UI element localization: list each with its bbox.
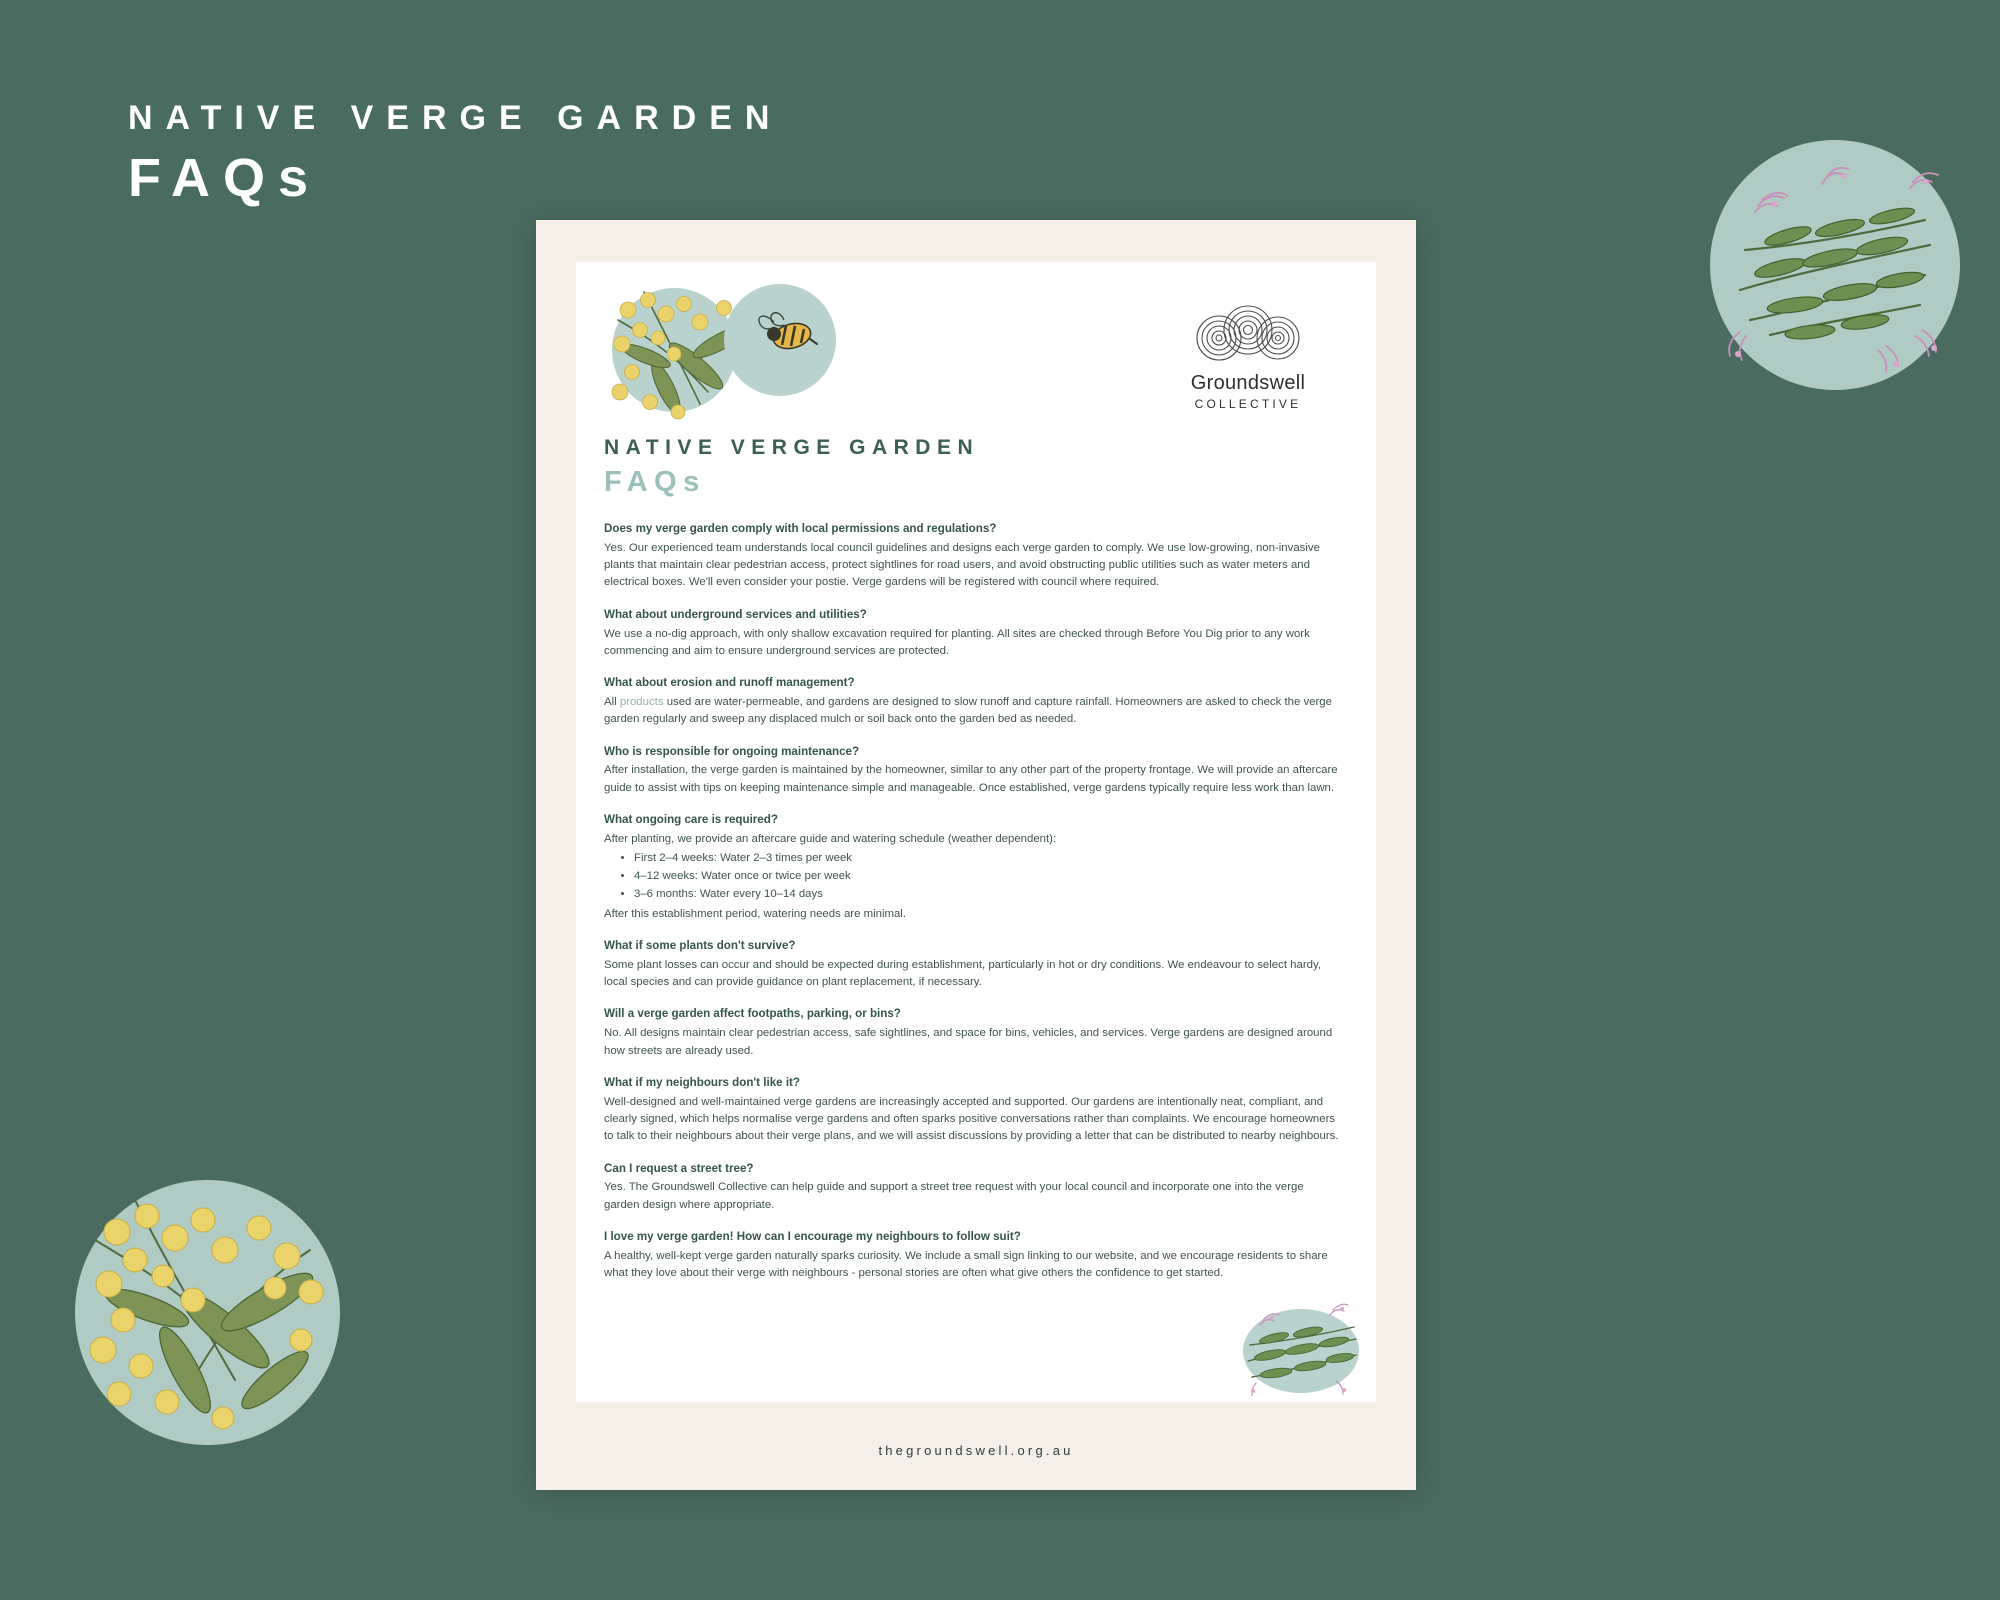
faq-item <box>604 607 1340 660</box>
document-title-line2: FAQs <box>604 466 706 498</box>
faq-answer: A healthy, well-kept verge garden naturally sparks curiosity. We include a small sign linking to our website, and we encourage residents to share what they love about their verge with neighbours - personal stories are often what give others the confidence to get started. <box>604 1249 1328 1280</box>
faq-answer-pre: All <box>604 696 620 709</box>
faq-answer: Well-designed and well-maintained verge gardens are increasingly accepted and supported. Our gardens are intentionally neat, compliant, and clearly signed, which helps normalise verge gardens and often sparks positive conversations rather than complaints. We encourage homeowners to talk to their neighbours about their verge plans, and we will assist discussions by providing a letter that can be distributed to nearby neighbours. <box>604 1095 1339 1143</box>
faq-question: What if my neighbours don't like it? <box>604 1075 800 1089</box>
groundswell-rings-logo-icon <box>1183 304 1313 366</box>
faq-answer: After planting, we provide an aftercare guide and watering schedule (weather dependent): <box>604 832 1057 845</box>
document-page <box>576 262 1376 1402</box>
page-header-art <box>576 262 1376 422</box>
faq-item <box>604 744 1340 797</box>
faq-item <box>604 675 1340 728</box>
faq-list <box>576 499 1376 1283</box>
poster-title <box>128 100 782 209</box>
faq-item <box>604 1229 1340 1282</box>
document-title-block <box>576 422 1376 499</box>
faq-question: What about underground services and utilities? <box>604 607 867 621</box>
document-sheet <box>536 220 1416 1490</box>
faq-question: Will a verge garden affect footpaths, parking, or bins? <box>604 1007 901 1021</box>
bee-icon <box>754 310 820 358</box>
faq-answer: We use a no-dig approach, with only shallow excavation required for planting. All sites are checked through Before You Dig prior to any work commencing and aim to ensure underground services are protected. <box>604 627 1310 657</box>
list-item: • 4–12 weeks: Water once or twice per week <box>634 868 1340 886</box>
grevillea-icon <box>1710 140 1960 390</box>
faq-answer: No. All designs maintain clear pedestrian access, safe sightlines, and space for bins, vehicles, and services. Verge gardens are designed around how streets are already used. <box>604 1027 1333 1057</box>
faq-item <box>604 1075 1340 1146</box>
products-link[interactable]: products <box>619 696 664 709</box>
faq-item <box>604 521 1340 592</box>
faq-answer: Yes. The Groundswell Collective can help guide and support a street tree request with your local council and incorporate one into the verge garden design where appropriate. <box>604 1181 1304 1211</box>
logo-subtitle: COLLECTIVE <box>1194 397 1302 411</box>
list-item: • 3–6 months: Water every 10–14 days <box>634 886 1340 904</box>
faq-answer <box>604 694 1340 729</box>
faq-answer-post: used are water-permeable, and gardens are designed to slow runoff and capture rainfall. Homeowners are asked to check the verge garden regularly and sweep any displaced mulch or soil back onto the garden bed as needed. <box>604 696 1332 726</box>
faq-question: Who is responsible for ongoing maintenance? <box>604 744 860 758</box>
groundswell-logo <box>1158 304 1338 411</box>
page-footer-url[interactable]: thegroundswell.org.au <box>878 1443 1074 1458</box>
watering-schedule-list <box>604 850 1340 903</box>
faq-question: What about erosion and runoff management? <box>604 676 855 690</box>
wattle-decoration-bottom-left <box>75 1180 340 1445</box>
faq-item <box>604 1006 1340 1059</box>
grevillea-decoration-top-right <box>1710 140 1960 390</box>
document-title-line1: NATIVE VERGE GARDEN <box>604 436 980 459</box>
wattle-icon <box>75 1180 340 1445</box>
faq-question: Does my verge garden comply with local permissions and regulations? <box>604 522 997 535</box>
faq-answer: Yes. Our experienced team understands local council guidelines and designs each verge garden to comply. We use low-growing, non-invasive plants that maintain clear pedestrian access, protect sightlines for road users, and avoid obstructing public utilities such as water meters and electrical boxes. We'll even consider your postie. Verge gardens will be registered with council where required. <box>604 541 1320 589</box>
faq-answer: After installation, the verge garden is maintained by the homeowner, similar to any other part of the property frontage. We will provide an aftercare guide to assist with tips on keeping maintenance simple and manageable. Once established, verge gardens typically require less work than lawn. <box>604 764 1338 794</box>
faq-answer-after-bullets: After this establishment period, watering needs are minimal. <box>604 907 906 920</box>
faq-item <box>604 812 1340 923</box>
logo-name: Groundswell <box>1190 372 1306 394</box>
faq-question: I love my verge garden! How can I encourage my neighbours to follow suit? <box>604 1230 1021 1244</box>
faq-question: What ongoing care is required? <box>604 813 778 827</box>
grevillea-decoration-page-bottom <box>1236 1291 1366 1396</box>
poster-title-line1: NATIVE VERGE GARDEN <box>128 99 783 137</box>
faq-item <box>604 938 1340 991</box>
poster-title-line2: FAQs <box>128 148 322 209</box>
faq-answer: Some plant losses can occur and should be expected during establishment, particularly in hot or dry conditions. We endeavour to select hardy, local species and can provide guidance on plant replacement, if necessary. <box>604 958 1321 989</box>
list-item: • First 2–4 weeks: Water 2–3 times per week <box>634 850 1340 868</box>
faq-question: Can I request a street tree? <box>604 1161 754 1175</box>
faq-question: What if some plants don't survive? <box>604 938 796 952</box>
faq-item <box>604 1161 1340 1214</box>
